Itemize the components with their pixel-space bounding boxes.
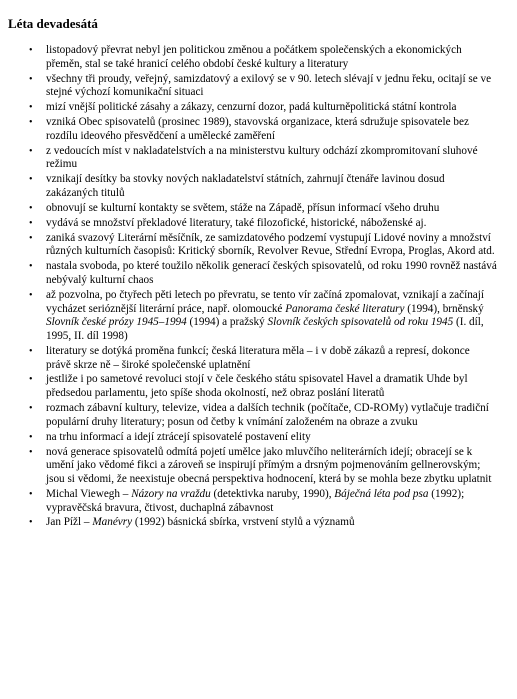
list-item-text [46, 402, 497, 429]
text-run: (1994) a pražský [186, 316, 268, 329]
text-run: rozmach zábavní kultury, televize, videa a dalších technik (počítače, CD-ROMy) vytlačuje tradiční populární druhy literatury; posun od četby k vnímání založeném na obraze a zvuku [46, 402, 489, 428]
italic-title: Slovník českých spisovatelů od roku 1945 [267, 316, 454, 329]
list-item-text [46, 145, 497, 172]
text-run: vznikají desítky ba stovky nových nakladatelství státních, zahrnují čtenáře lavinou dosud zakázaných titulů [46, 173, 445, 199]
list-item [0, 44, 517, 71]
list-item [0, 345, 517, 372]
bullet-icon: • [29, 174, 33, 186]
list-item [0, 488, 517, 515]
text-run: (1992); vypravěčská bravura, čtivost, duchaplná zábavnost [46, 487, 465, 514]
list-item-text [46, 446, 497, 487]
list-item [0, 145, 517, 172]
text-run: obnovují se kulturní kontakty se světem, stáže na Západě, přísun informací všeho druhu [46, 201, 440, 214]
text-run: nastala svoboda, po které toužilo několik generací českých spisovatelů, od roku 1990 rovněž nastává nebývalý kulturní chaos [46, 260, 497, 286]
list-item-text [46, 101, 497, 115]
italic-title: Panorama české literatury [285, 302, 405, 315]
bullet-icon: • [29, 232, 33, 244]
bullet-icon: • [29, 145, 33, 157]
bullet-icon: • [29, 217, 33, 229]
italic-title: Slovník české prózy 1945–1994 [46, 316, 187, 329]
text-run: až pozvolna, po čtyřech pěti letech po převratu, se tento vír začíná zpomalovat, vznikají a začínají vycházet serióznější literární práce, např. olomoucké [46, 288, 484, 315]
list-item-text [46, 73, 497, 100]
bullet-icon: • [29, 345, 33, 357]
list-item [0, 232, 517, 259]
list-item-text [46, 289, 497, 344]
list-item [0, 289, 517, 344]
bullet-icon: • [29, 117, 33, 129]
text-run: listopadový převrat nebyl jen politickou změnou a počátkem společenských a ekonomických přeměn, stal se také hranicí celého období české kultury a literatury [46, 44, 462, 70]
bullet-icon: • [29, 446, 33, 458]
bullet-icon: • [29, 517, 33, 529]
text-run: všechny tři proudy, veřejný, samizdatový a exilový se v 90. letech slévají v jednu řeku, ocitají se ve stejné výchozí komunikační situaci [46, 72, 492, 99]
bullet-icon: • [29, 261, 33, 273]
text-run: Jan Pížl – [46, 516, 93, 529]
list-item [0, 260, 517, 287]
bullet-list [0, 44, 517, 531]
italic-title: Manévry [92, 516, 133, 529]
list-item [0, 202, 517, 216]
list-item-text [46, 488, 497, 515]
bullet-icon: • [29, 73, 33, 85]
bullet-icon: • [29, 45, 33, 56]
list-item [0, 73, 517, 100]
list-item [0, 516, 517, 530]
list-item [0, 217, 517, 231]
text-run: Michal Viewegh – [46, 487, 132, 500]
italic-title: Názory na vraždu [131, 487, 211, 500]
text-run: nová generace spisovatelů odmítá pojetí umělce jako mluvčího neliterárních idejí; obracejí se k umění jako vědomé fikci a zároveň se inspirují přímým a drsným pojmenováním gellnerovským; jsou si vědomi, že neexistuje obecná perspektiva hodnocení, která by se mohla beze zbytku uplatnit [46, 445, 492, 485]
list-item [0, 446, 517, 487]
bullet-icon: • [29, 202, 33, 214]
text-run: zaniká svazový Literární měsíčník, ze samizdatového podzemí vystupují Lidové noviny a množství různých kulturních časopisů: Kritický sborník, Revolver Revue, Střední Evropa, Proglas, Akord atd. [46, 231, 495, 258]
text-run: vydává se množství překladové literatury, také filozofické, historické, náboženské aj. [46, 216, 427, 229]
list-item-text [46, 217, 497, 231]
list-item-text [46, 373, 497, 400]
text-run: (detektivka naruby, 1990), [210, 487, 335, 500]
bullet-icon: • [29, 431, 33, 443]
list-item-text [46, 345, 497, 372]
italic-title: Báječná léta pod psa [334, 487, 429, 500]
list-item [0, 101, 517, 115]
bullet-icon: • [29, 488, 33, 500]
text-run: jestliže i po sametové revoluci stojí v čele českého státu spisovatel Havel a dramatik Uhde byl předsedou parlamentu, jeto spíše shoda okolností, než obraz poslání literatů [46, 373, 468, 400]
text-run: mizí vnější politické zásahy a zákazy, cenzurní dozor, padá kulturněpolitická státní kontrola [46, 101, 457, 114]
text-run: (I. díl, 1995, II. díl 1998) [46, 316, 484, 342]
list-item [0, 402, 517, 429]
list-item-text [46, 44, 497, 71]
text-run: (1994), brněnský [404, 302, 484, 315]
text-run: (1992) básnická sbírka, vrstvení stylů a významů [132, 516, 355, 529]
list-item-text [46, 431, 497, 445]
document-title: Léta devadesátá [8, 16, 98, 31]
text-run: literatury se dotýká proměna funkcí; česká literatura měla – i v době zákazů a represí, dokonce právě skrze ně – široké společenské uplatnění [46, 344, 470, 371]
bullet-icon: • [29, 403, 33, 415]
list-item-text [46, 202, 497, 216]
bullet-icon: • [29, 374, 33, 386]
list-item-text [46, 260, 497, 287]
text-run: z vedoucích míst v nakladatelstvích a na ministerstvu kultury odchází zkompromitovaní sluhové režimu [46, 144, 478, 171]
text-run: na trhu informací a idejí ztrácejí spisovatelé postavení elity [46, 430, 311, 443]
list-item [0, 116, 517, 143]
bullet-icon: • [29, 289, 33, 301]
list-item-text [46, 232, 497, 259]
text-run: vzniká Obec spisovatelů (prosinec 1989), stavovská organizace, která sdružuje spisovatele bez rozdílu ideového přesvědčení a umělecké zaměření [46, 116, 469, 142]
list-item-text [46, 173, 497, 200]
bullet-icon: • [29, 102, 33, 114]
list-item-text [46, 516, 497, 530]
list-item-text [46, 116, 497, 143]
list-item [0, 373, 517, 400]
list-item [0, 173, 517, 200]
list-item [0, 431, 517, 445]
